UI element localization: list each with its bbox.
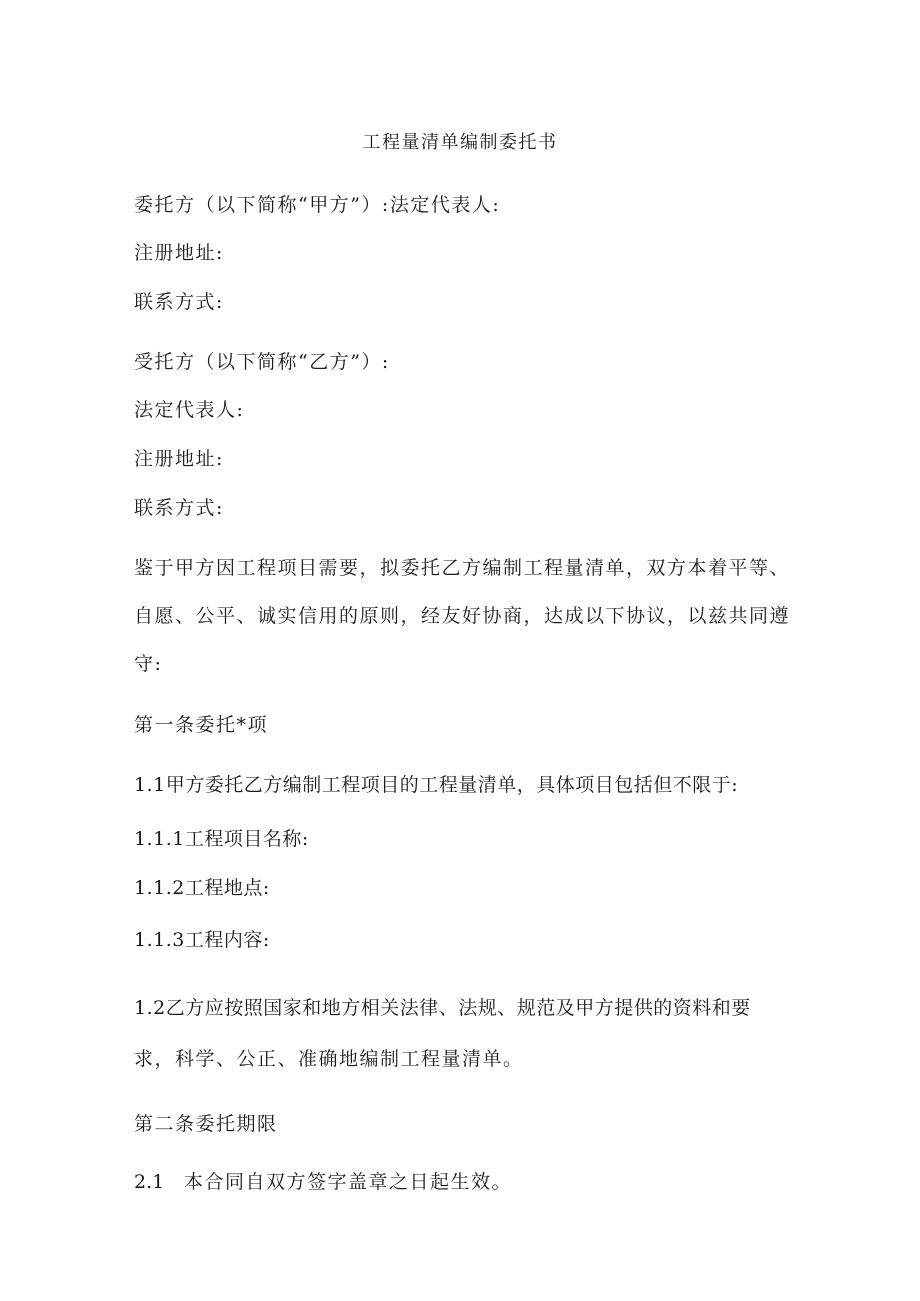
clause-2-1-number: 2.1 [134,1171,165,1193]
party-a-address-label: 注册地址: [134,242,224,264]
clause-1-2-line-1: 1.2乙方应按照国家和地方相关法律、法规、规范及甲方提供的资料和要 [134,997,751,1019]
preamble-line-1: 鉴于甲方因工程项目需要，拟委托乙方编制工程量清单，双方本着平等、 [134,557,791,579]
party-b-contact-label: 联系方式: [134,497,224,519]
party-a-contact-label: 联系方式: [134,291,224,313]
clause-1-1-1: 1.1.1工程项目名称: [134,828,309,850]
party-b-legal-rep-label: 法定代表人: [134,399,245,421]
clause-1-2-line-2: 求，科学、公正、准确地编制工程量清单。 [134,1048,524,1070]
clause-1-1: 1.1甲方委托乙方编制工程项目的工程量清单，具体项目包括但不限于: [134,774,739,796]
clause-1-1-2: 1.1.2工程地点: [134,877,270,899]
clause-2-1-text: 本合同自双方签字盖章之日起生效。 [184,1171,513,1193]
party-b-address-label: 注册地址: [134,448,224,470]
preamble-line-3: 守: [134,653,163,675]
document-title: 工程量清单编制委托书 [362,132,558,153]
clause-1-1-3: 1.1.3工程内容: [134,929,270,951]
article-2-heading: 第二条委托期限 [134,1113,278,1135]
article-1-heading: 第一条委托*项 [134,714,269,736]
party-b-heading: 受托方（以下简称“乙方”）: [134,351,390,373]
party-a-heading: 委托方（以下简称“甲方”）:法定代表人: [134,194,501,216]
clause-2-1 [134,1170,512,1194]
preamble-line-2: 自愿、公平、诚实信用的原则，经友好协商，达成以下协议，以兹共同遵 [134,605,791,627]
